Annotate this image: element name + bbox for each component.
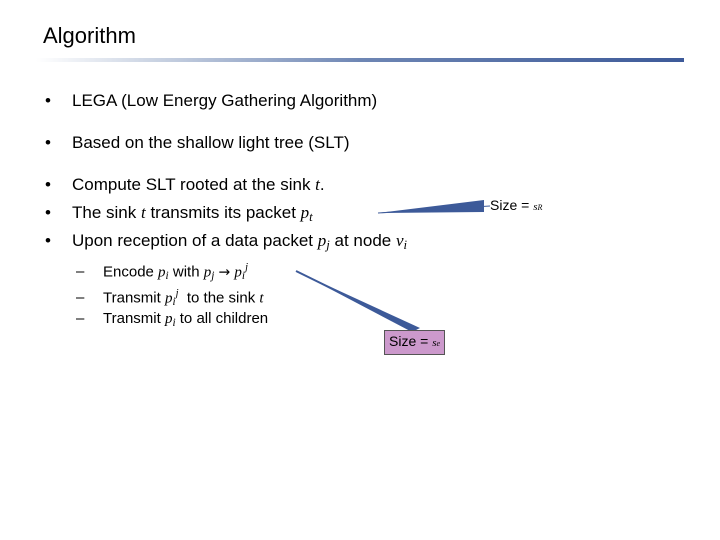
callout-label: Size = <box>389 333 433 349</box>
dash-marker: – <box>76 289 85 307</box>
math-var: t <box>259 290 264 307</box>
sub-bullet-text: to all children <box>175 310 269 327</box>
bullet-text: . <box>319 175 325 194</box>
math-superscript: j <box>245 262 248 273</box>
math-var: p <box>234 264 242 281</box>
math-var: t <box>315 175 320 194</box>
math-subscript: e <box>436 339 441 348</box>
bullet-marker: • <box>45 203 51 222</box>
math-var: p <box>158 264 166 281</box>
bullet-marker: • <box>45 133 51 152</box>
dash-marker: – <box>76 310 85 327</box>
bullet-marker: • <box>45 231 51 250</box>
math-superscript: j <box>175 288 179 299</box>
callout-pointer-line-size-e <box>296 271 416 330</box>
math-var: t <box>140 203 146 222</box>
bullet-text: The sink <box>72 203 141 222</box>
math-subscript: i <box>172 296 176 309</box>
math-var: s <box>533 201 538 213</box>
bullet-text: transmits its packet <box>145 203 301 222</box>
math-subscript: i <box>241 270 246 283</box>
sub-bullet-text: Transmit <box>103 310 165 327</box>
bullet-text: Upon reception of a data packet <box>72 231 318 250</box>
callout-pointer-size-r <box>378 200 484 213</box>
math-subscript: i <box>165 270 169 283</box>
dash-marker: – <box>76 263 85 281</box>
sub-bullet-text: with <box>168 263 204 281</box>
bullet-marker: • <box>45 91 51 110</box>
math-var: p <box>300 203 310 222</box>
math-var: s <box>432 337 437 349</box>
math-subscript: t <box>309 210 313 225</box>
bullet-text: at node <box>329 231 396 250</box>
arrow-symbol: → <box>218 264 231 281</box>
sub-bullet-text: to the sink <box>178 289 260 307</box>
math-var: p <box>164 311 173 327</box>
sub-bullet-text: Transmit <box>103 289 165 307</box>
math-subscript: j <box>326 238 330 253</box>
callout-size-e <box>384 330 445 355</box>
slide-title: Algorithm <box>43 23 136 48</box>
bullet-text: Based on the shallow light tree (SLT) <box>72 133 350 152</box>
math-var: v <box>395 231 404 250</box>
bullet-text: LEGA (Low Energy Gathering Algorithm) <box>72 91 378 110</box>
math-subscript: i <box>172 316 176 329</box>
bullet-marker: • <box>45 175 51 194</box>
callout-size-r <box>490 195 542 218</box>
sub-bullet-text: Encode <box>103 263 159 281</box>
math-var: p <box>317 231 327 250</box>
math-var: p <box>164 290 173 307</box>
math-subscript: R <box>537 203 543 212</box>
math-var: p <box>203 264 212 281</box>
callout-label: Size = <box>490 197 534 213</box>
bullet-text: Compute SLT rooted at the sink <box>72 175 316 194</box>
math-subscript: i <box>403 238 408 253</box>
math-subscript: j <box>211 270 215 283</box>
